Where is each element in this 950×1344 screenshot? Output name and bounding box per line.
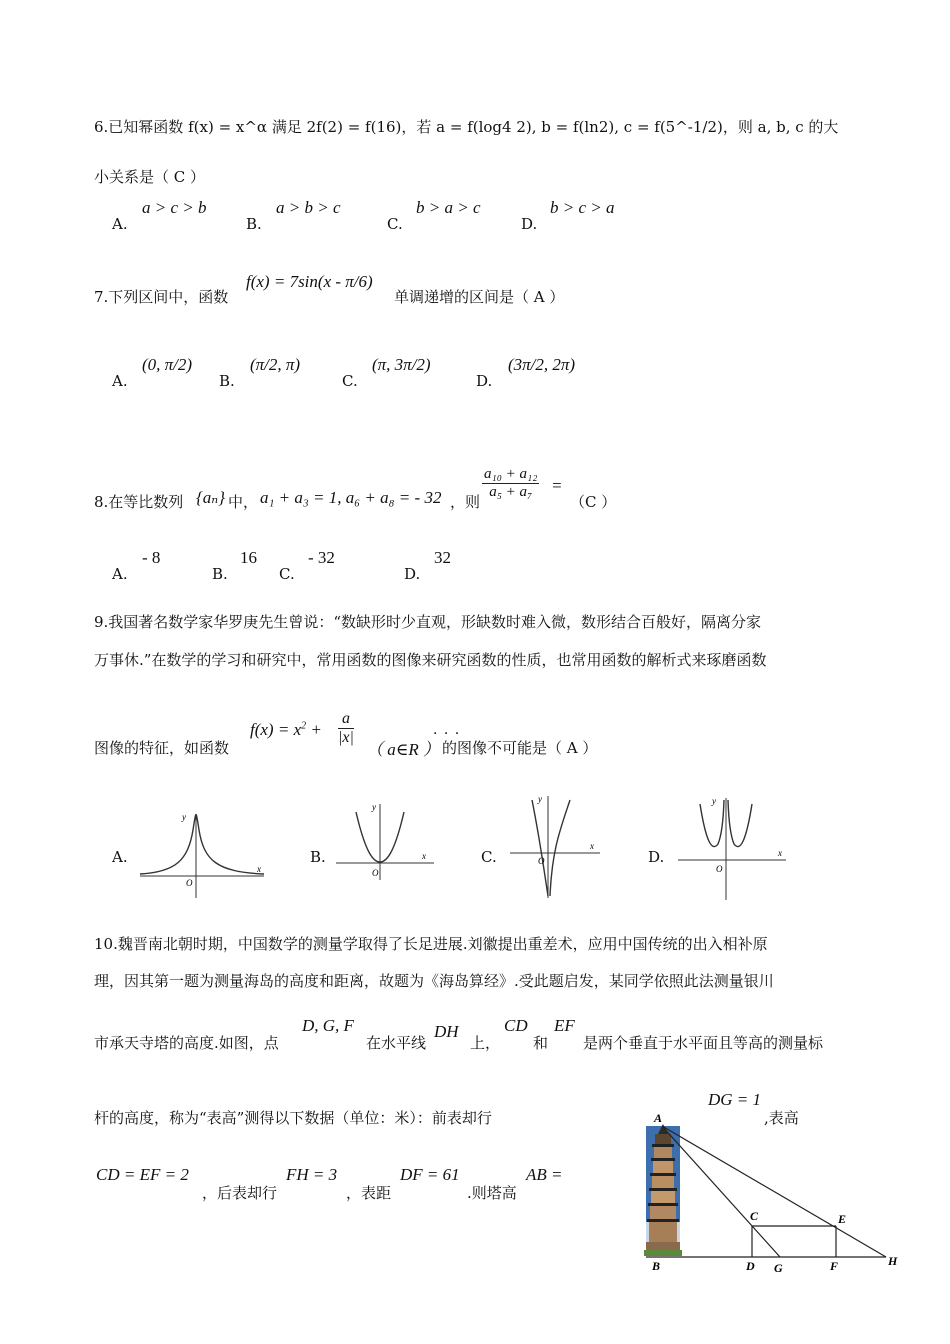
q8-option-d-label: D. [404,565,421,583]
q7-stem-post: 单调递增的区间是（ A ） [394,288,565,306]
q8-option-b: 16 [240,548,257,567]
q10-line1: 10.魏晋南北朝时期，中国数学的测量学取得了长足进展.刘徽提出重差术，应用中国传统的出入相补原 [94,935,768,953]
q10-cd: CD [504,1016,528,1035]
origin-label: O [186,878,193,888]
q9-graph-a [136,810,266,900]
point-e-label: E [838,1212,847,1226]
origin-label: O [716,864,723,874]
point-f-label: F [830,1259,839,1273]
q10-dh: DH [434,1022,459,1041]
q9-graph-d [676,792,790,902]
curve-left [700,800,724,847]
q9-fraction-denominator: |x| [338,729,354,746]
q8-option-d: 32 [434,548,451,567]
y-label: y [712,796,716,806]
q10-fh: FH = 3 [286,1165,338,1184]
q7-option-d: (3π/2, 2π) [508,355,576,374]
q8-answer: （C ） [570,493,617,511]
y-label: y [182,812,186,822]
y-label: y [538,794,542,804]
curve-left [532,800,548,896]
q6-option-d: b > c > a [550,198,615,217]
q10-ab: AB = [526,1165,563,1184]
q9-emphasis-dots: · · · [433,726,461,742]
q9-line3-pre: 图像的特征，如函数 [94,739,230,757]
q7-option-b-label: B. [219,372,235,390]
q9-graph-c [508,790,604,900]
q9-condition: （ a∈R ） [366,740,440,759]
q7-option-c: (π, 3π/2) [372,355,431,374]
point-h-label: H [888,1254,898,1268]
q8-fraction-denominator: a₅ + a₇ [489,484,533,500]
q8-sequence: {aₙ} [196,488,225,507]
q8-condition: a₁ + a₃ = 1, a₆ + a₈ = - 32 [260,488,442,507]
q10-tower-figure [640,1112,906,1278]
q6-option-c: b > a > c [416,198,481,217]
q9-line1: 9.我国著名数学家华罗庚先生曾说：“数缺形时少直观，形缺数时难入微，数形结合百般好，隔离分家 [94,613,761,631]
point-g-label: G [774,1261,783,1275]
q7-function: f(x) = 7sin(x - π/6) [246,272,373,291]
q10-dg: DG = 1 [708,1090,762,1109]
tower-image [644,1124,682,1256]
q8-mid: 中， [228,493,259,511]
q7-option-c-label: C. [342,372,358,390]
q9-function-lhs: $f(x) = x^2$ + [250,720,322,739]
q6-option-a: a > c > b [142,198,207,217]
q7-stem-pre: 7.下列区间中，函数 [94,288,229,306]
q8-fraction [482,466,539,501]
q9-graph-d-label: D. [648,848,665,866]
x-label: x [778,848,782,858]
q7-option-d-label: D. [476,372,493,390]
q10-on: 上， [470,1034,501,1052]
q10-line5-c: ，表距 [346,1184,392,1202]
q8-option-a: - 8 [142,548,161,567]
q10-in-line: 在水平线 [366,1034,427,1052]
curve-right [196,815,264,874]
x-label: x [257,864,261,874]
q9-function-square: 2 [301,720,307,732]
q9-graph-b [334,800,438,880]
q8-then: ，则 [450,493,481,511]
line-ah [662,1126,886,1257]
point-c-label: C [750,1209,759,1223]
q9-fraction-numerator: a [338,710,354,729]
q8-option-a-label: A. [112,565,128,583]
q7-option-a-label: A. [112,372,128,390]
q8-fraction-numerator: a₁₀ + a₁₂ [484,466,538,482]
q6-option-a-label: A. [112,215,128,233]
y-label: y [372,802,376,812]
origin-label: O [372,868,379,878]
point-a-label: A [654,1111,663,1125]
q10-df: DF = 61 [400,1165,460,1184]
q6-line1: 6.已知幂函数 f(x) = x^α 满足 2f(2) = f(16)，若 a = f(log4 2), b = f(ln2), c = f(5^-1/2)，则 a, b, c 的大 [94,118,839,136]
q9-graph-a-label: A. [112,848,128,866]
point-d-label: D [746,1259,755,1273]
q9-line2: 万事休.”在数学的学习和研究中，常用函数的图像来研究函数的性质，也常用函数的解析式来琢磨函数 [94,651,767,669]
q9-graph-b-label: B. [310,848,326,866]
q8-stem-pre: 8.在等比数列 [94,493,184,511]
q8-option-c-label: C. [279,565,295,583]
q10-and: 和 [533,1034,549,1052]
q7-option-b: (π/2, π) [250,355,301,374]
q6-option-c-label: C. [387,215,403,233]
q10-line4: 杆的高度，称为“表高”测得以下数据（单位：米）：前表却行 [94,1109,492,1127]
q9-line3-post: 的图像不可能是（ A ） [442,739,598,757]
origin-label: O [538,856,545,866]
q10-line5-d: .则塔高 [467,1184,517,1202]
q10-cdef: CD = EF = 2 [96,1165,189,1184]
q9-graph-c-label: C. [481,848,497,866]
q7-option-a: (0, π/2) [142,355,193,374]
q10-line5-b: ，后表却行 [202,1184,278,1202]
q8-option-c: - 32 [308,548,335,567]
q10-ef: EF [554,1016,575,1035]
curve-right [550,800,570,896]
q6-option-b-label: B. [246,215,262,233]
q10-line2: 理，因其第一题为测量海岛的高度和距离，故题为《海岛算经》.受此题启发，某同学依照此法测量银川 [94,972,774,990]
q10-biaogao: ,表高 [764,1109,799,1127]
q6-option-b: a > b > c [276,198,341,217]
q10-line3-pre: 市承天寺塔的高度.如图，点 [94,1034,279,1052]
curve-right [728,800,752,847]
q6-option-d-label: D. [521,215,538,233]
q6-line2: 小关系是（ C ） [94,168,206,186]
x-label: x [590,841,594,851]
q10-points: D, G, F [302,1016,354,1035]
point-b-label: B [652,1259,661,1273]
x-label: x [422,851,426,861]
curve-left [140,815,196,874]
q8-equals: = [551,476,563,495]
q9-fraction [338,710,354,747]
q10-line3-post: 是两个垂直于水平面且等高的测量标 [583,1034,824,1052]
q8-option-b-label: B. [212,565,228,583]
